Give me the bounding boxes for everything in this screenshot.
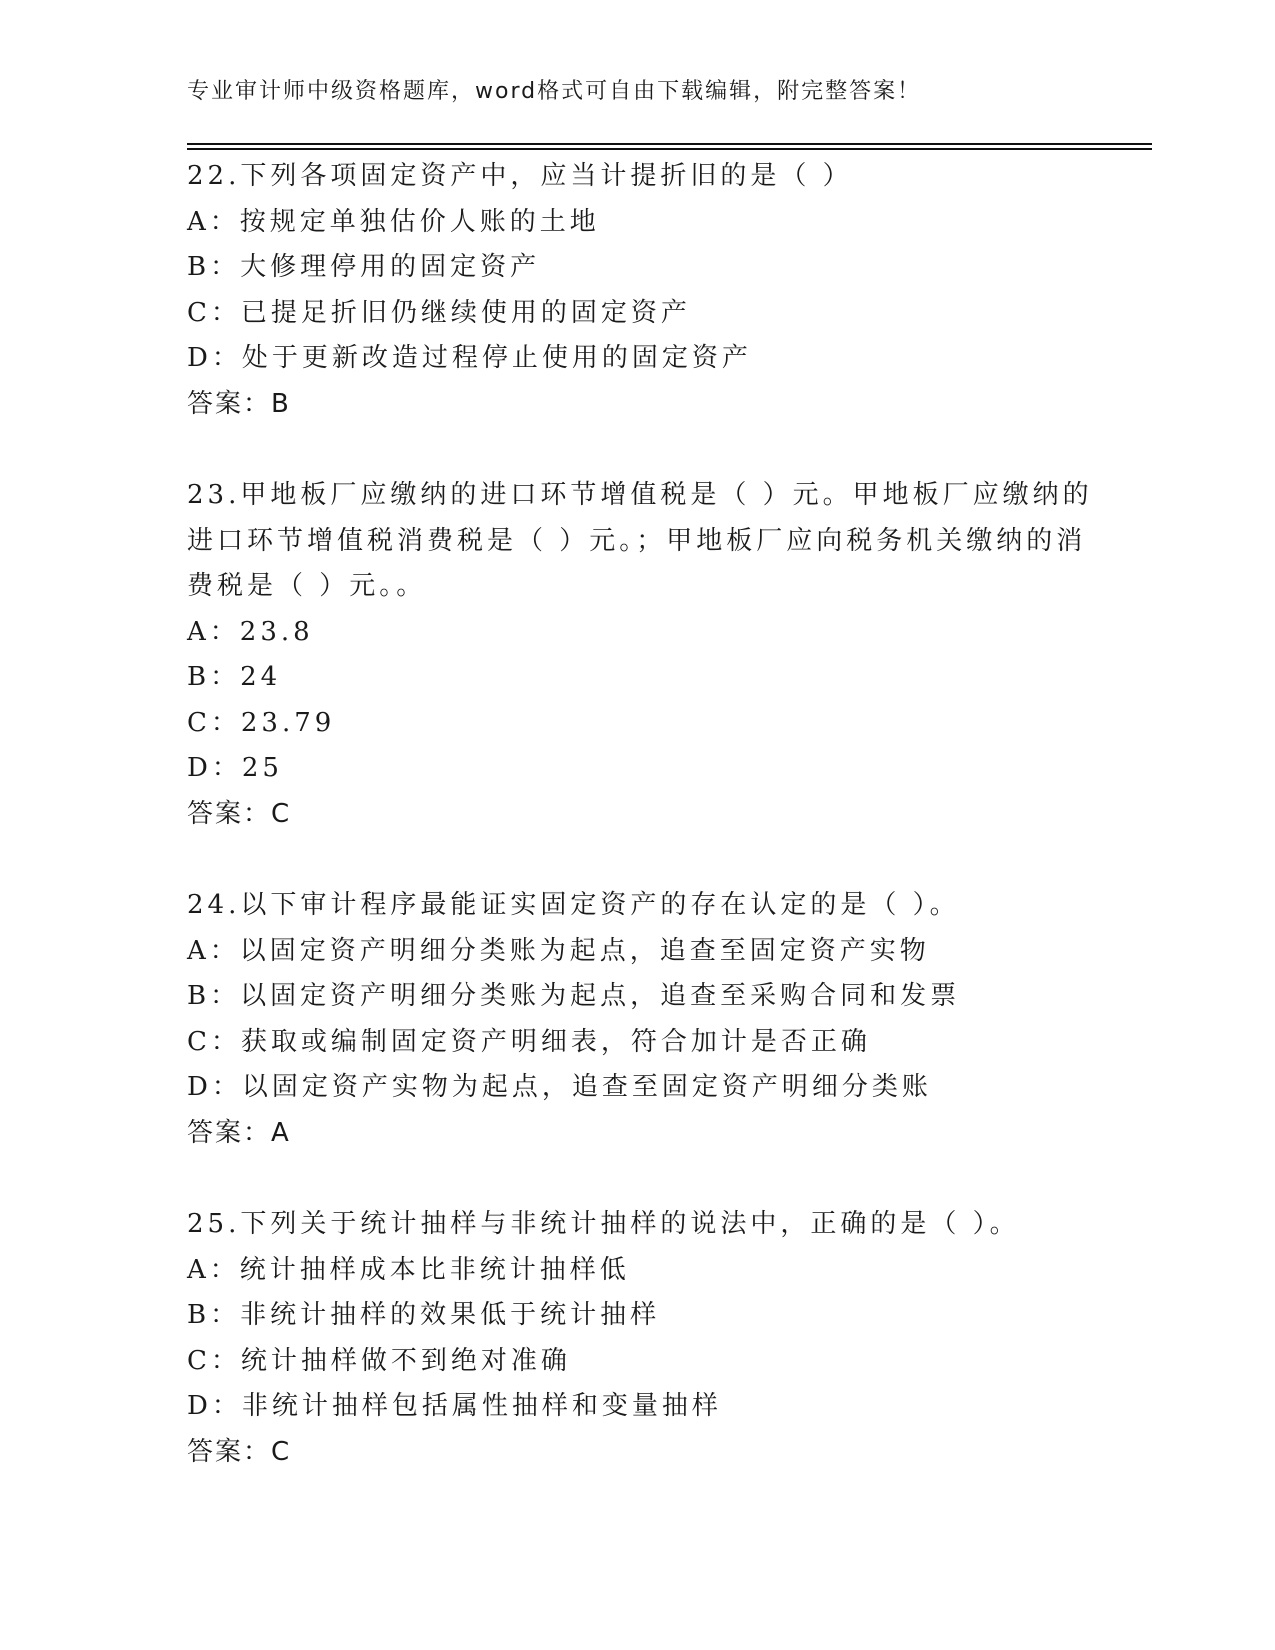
option-c: C：统计抽样做不到绝对准确	[187, 1345, 571, 1376]
option-b: B：非统计抽样的效果低于统计抽样	[187, 1300, 661, 1330]
option-a: A：按规定单独估价人账的土地	[187, 206, 600, 237]
option-b: B：以固定资产明细分类账为起点，追查至采购合同和发票	[187, 981, 961, 1011]
question-stem: 25.下列关于统计抽样与非统计抽样的说法中，正确的是（ ）。	[187, 1209, 1020, 1239]
question-list	[187, 154, 1093, 1475]
option-c: C：获取或编制固定资产明细表，符合加计是否正确	[187, 1026, 871, 1057]
answer: 答案：B	[187, 388, 291, 419]
page-header: 专业审计师中级资格题库，word格式可自由下载编辑，附完整答案！	[187, 79, 922, 104]
question-22	[187, 154, 1087, 427]
answer: 答案：A	[187, 1117, 291, 1148]
question-stem-continued: 费税是（ ）元。。	[187, 571, 427, 601]
header-rule-bottom	[187, 148, 1152, 150]
option-c: C：23.79	[187, 707, 336, 738]
question-23	[187, 473, 1093, 837]
option-b: B：24	[187, 662, 282, 692]
question-25	[187, 1202, 1087, 1475]
answer: 答案：C	[187, 798, 292, 829]
option-a: A：统计抽样成本比非统计抽样低	[187, 1254, 630, 1285]
option-c: C：已提足折旧仍继续使用的固定资产	[187, 297, 691, 328]
option-a: A：23.8	[187, 616, 314, 647]
question-stem: 24.以下审计程序最能证实固定资产的存在认定的是（ ）。	[187, 890, 960, 920]
header-rule-top	[187, 143, 1152, 145]
option-d: D：处于更新改造过程停止使用的固定资产	[187, 343, 752, 373]
option-d: D：以固定资产实物为起点，追查至固定资产明细分类账	[187, 1072, 932, 1102]
option-a: A：以固定资产明细分类账为起点，追查至固定资产实物	[187, 935, 930, 966]
answer: 答案：C	[187, 1436, 292, 1467]
option-b: B：大修理停用的固定资产	[187, 252, 541, 282]
question-stem: 23.甲地板厂应缴纳的进口环节增值税是（ ）元。甲地板厂应缴纳的	[187, 480, 1093, 510]
question-24	[187, 883, 1087, 1156]
question-stem: 22.下列各项固定资产中，应当计提折旧的是（ ）	[187, 161, 853, 191]
option-d: D：非统计抽样包括属性抽样和变量抽样	[187, 1391, 722, 1421]
option-d: D：25	[187, 753, 283, 783]
question-stem-continued: 进口环节增值税消费税是（ ）元。；甲地板厂应向税务机关缴纳的消	[187, 525, 1087, 556]
